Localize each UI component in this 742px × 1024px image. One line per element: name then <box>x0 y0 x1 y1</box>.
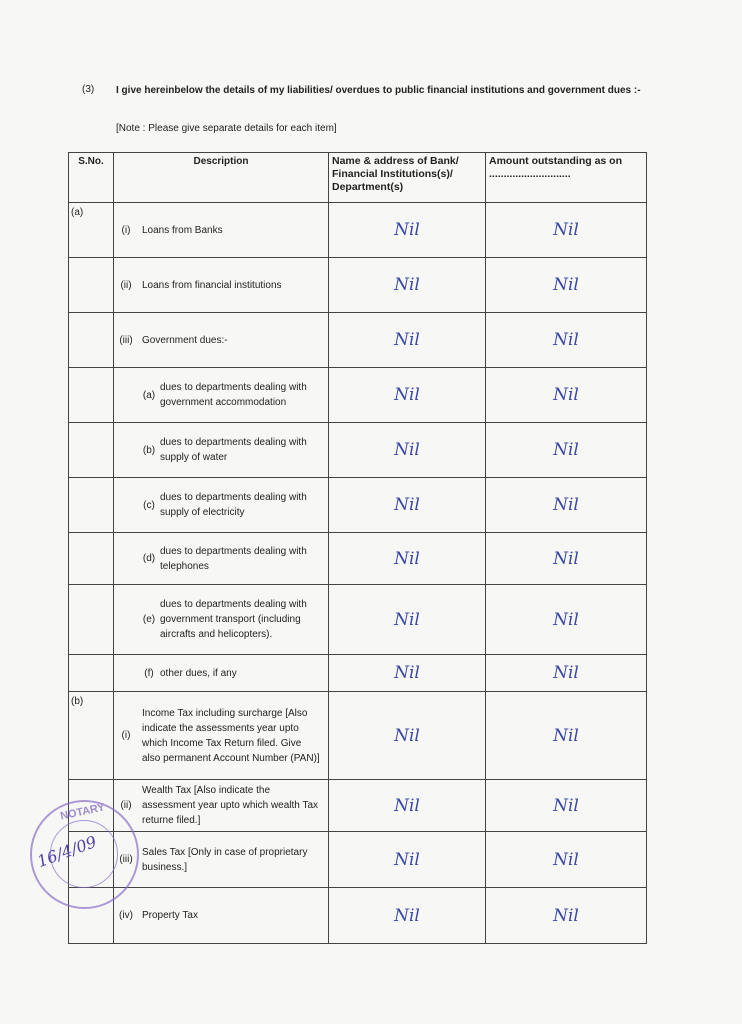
row-description <box>114 313 329 368</box>
row-description-text: Property Tax <box>142 910 198 921</box>
row-sub-letter: (b) <box>142 444 156 456</box>
table-row <box>69 888 647 944</box>
table-row <box>69 313 647 368</box>
row-description-text: Loans from financial institutions <box>142 279 282 291</box>
row-sub-letter: (d) <box>142 553 156 564</box>
row-name-address-value: Nil <box>329 203 486 258</box>
row-sub-letter: (f) <box>144 667 154 679</box>
table-row <box>69 203 647 258</box>
row-sno <box>69 478 114 533</box>
row-description <box>114 655 329 692</box>
row-roman-numeral: (iii) <box>119 334 133 346</box>
row-description <box>114 692 329 780</box>
row-sub-letter: (a) <box>142 389 156 401</box>
row-amount-value: Nil <box>486 585 647 655</box>
table-row <box>69 780 647 832</box>
table-row <box>69 368 647 423</box>
row-amount-value: Nil <box>486 258 647 313</box>
row-roman-numeral: (ii) <box>120 279 132 291</box>
row-description-text: Government dues:- <box>142 334 228 346</box>
row-sno: (b) <box>69 692 114 780</box>
row-sub-letter: (e) <box>142 614 156 625</box>
row-description <box>114 423 329 478</box>
table-row <box>69 692 647 780</box>
section-heading: I give hereinbelow the details of my liabilities/ overdues to public financial institutions and government dues :- <box>116 85 641 96</box>
table-row <box>69 533 647 585</box>
row-name-address-value: Nil <box>329 533 486 585</box>
row-name-address-value: Nil <box>329 585 486 655</box>
row-sno <box>69 585 114 655</box>
row-roman-numeral: (i) <box>121 224 131 236</box>
row-description-text: other dues, if any <box>160 667 237 679</box>
row-description-text: dues to departments dealing with telephones <box>160 545 307 572</box>
row-name-address-value: Nil <box>329 313 486 368</box>
row-description <box>114 203 329 258</box>
row-description <box>114 368 329 423</box>
row-description-text: dues to departments dealing with supply of water <box>160 437 307 463</box>
table-row <box>69 832 647 888</box>
row-roman-numeral: (iii) <box>119 854 133 865</box>
row-description <box>114 888 329 944</box>
liabilities-table <box>68 152 647 944</box>
row-name-address-value: Nil <box>329 423 486 478</box>
row-roman-numeral: (i) <box>121 730 131 741</box>
row-description-text: Loans from Banks <box>142 224 223 236</box>
row-description <box>114 478 329 533</box>
row-roman-numeral: (iv) <box>119 910 133 921</box>
row-sub-letter: (c) <box>143 499 155 511</box>
row-sno <box>69 258 114 313</box>
row-roman-numeral: (ii) <box>120 800 132 811</box>
row-description-text: Sales Tax [Only in case of proprietary business.] <box>142 846 308 873</box>
row-description-text: dues to departments dealing with supply of electricity <box>160 492 307 518</box>
table-row <box>69 585 647 655</box>
row-name-address-value: Nil <box>329 368 486 423</box>
section-note: [Note : Please give separate details for each item] <box>116 123 337 134</box>
table-body <box>69 203 647 944</box>
table-row <box>69 423 647 478</box>
row-description-text: dues to departments dealing with government accommodation <box>160 382 307 408</box>
table-row <box>69 655 647 692</box>
row-description <box>114 780 329 832</box>
header-sno: S.No. <box>69 153 114 203</box>
row-amount-value: Nil <box>486 780 647 832</box>
notary-stamp-text: NOTARY <box>59 801 106 823</box>
row-sno <box>69 655 114 692</box>
row-name-address-value: Nil <box>329 780 486 832</box>
row-name-address-value: Nil <box>329 888 486 944</box>
header-name-address: Name & address of Bank/ Financial Institutions(s)/ Department(s) <box>329 153 486 203</box>
row-name-address-value: Nil <box>329 258 486 313</box>
header-description: Description <box>114 153 329 203</box>
row-name-address-value: Nil <box>329 478 486 533</box>
row-name-address-value: Nil <box>329 655 486 692</box>
table-row <box>69 258 647 313</box>
row-amount-value: Nil <box>486 888 647 944</box>
row-amount-value: Nil <box>486 313 647 368</box>
row-sno <box>69 313 114 368</box>
row-amount-value: Nil <box>486 423 647 478</box>
row-description <box>114 258 329 313</box>
signature-date: 16/4/09 <box>34 832 100 871</box>
header-amount: Amount outstanding as on ............................ <box>486 153 647 203</box>
row-amount-value: Nil <box>486 655 647 692</box>
table-row <box>69 478 647 533</box>
row-description <box>114 585 329 655</box>
row-amount-value: Nil <box>486 368 647 423</box>
row-amount-value: Nil <box>486 478 647 533</box>
row-description-text: Income Tax including surcharge [Also indicate the assessments year upto which Income Tax Return filed. Give also permanent Account Number (PAN)] <box>142 707 320 764</box>
row-amount-value: Nil <box>486 832 647 888</box>
row-amount-value: Nil <box>486 533 647 585</box>
row-sno: (a) <box>69 203 114 258</box>
section-number: (3) <box>82 84 95 95</box>
row-name-address-value: Nil <box>329 692 486 780</box>
row-description <box>114 533 329 585</box>
row-description <box>114 832 329 888</box>
row-description-text: Wealth Tax [Also indicate the assessment year upto which wealth Tax returne filed.] <box>142 785 319 826</box>
row-description-text: dues to departments dealing with government transport (including aircrafts and helicopters). <box>160 599 307 640</box>
row-amount-value: Nil <box>486 692 647 780</box>
row-sno <box>69 368 114 423</box>
row-name-address-value: Nil <box>329 832 486 888</box>
row-sno <box>69 423 114 478</box>
row-sno <box>69 533 114 585</box>
row-amount-value: Nil <box>486 203 647 258</box>
